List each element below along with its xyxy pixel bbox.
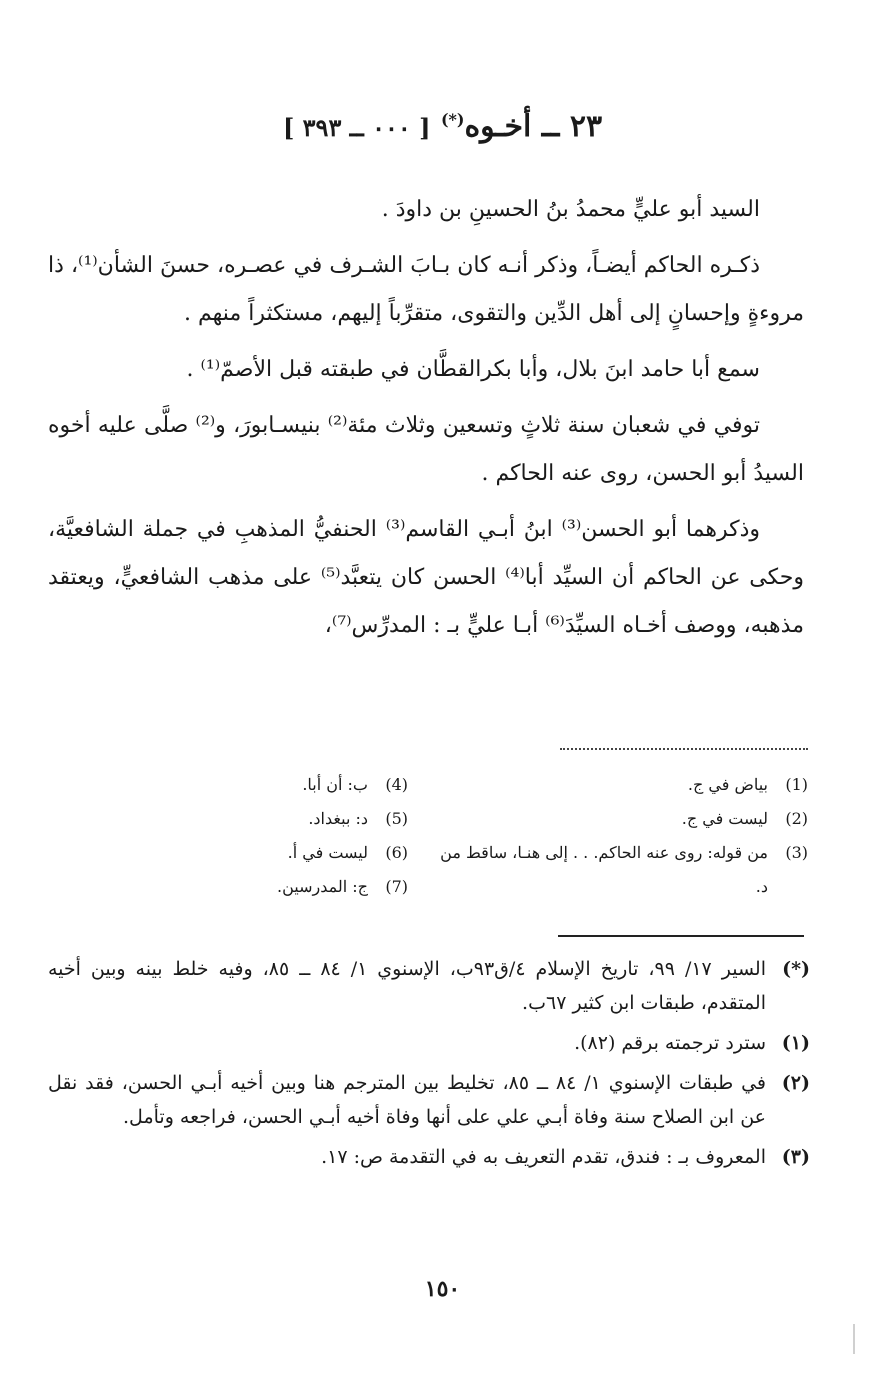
body-paragraph-hearing: سمع أبا حامد ابنَ بلال، وأبا بكرالقطَّان في طبقته قبل الأصمّ⁽¹⁾ . — [186, 357, 760, 382]
note-number: (7) — [385, 877, 408, 896]
note-number: (2) — [785, 809, 808, 828]
note-item — [48, 836, 408, 870]
note-text: ب: أن أبا. — [302, 775, 368, 794]
note-item — [48, 768, 408, 802]
notes-column-right — [428, 768, 808, 904]
footnote-text: في طبقات الإسنوي ١/ ٨٤ ــ ٨٥، تخليط بين المترجم هنا وبين أخيه أبـي الحسن، فقد نقل عن ابن الصلاح سنة وفاة أبـي علي على أنها وفاة أخيه أبـي الحسن، فراجعه وتأمل. — [48, 1072, 766, 1128]
note-text: د: ببغداد. — [308, 809, 368, 828]
footnote-item — [48, 1026, 810, 1060]
note-item — [428, 836, 808, 904]
entry-title-dates: [ ٠٠٠ ــ ٣٩٣ ] — [282, 113, 431, 142]
body-paragraph-name: السيد أبو عليٍّ محمدُ بنُ الحسينِ بن داودَ . — [381, 197, 760, 222]
footnote-item — [48, 952, 810, 1020]
body-paragraph-mention: ذكـره الحاكم أيضـاً، وذكر أنـه كان بـابَ الشـرف في عصـره، حسنَ الشأن⁽¹⁾، ذا مروءةٍ وإحسانٍ إلى أهل الدِّين والتقوى، متقرِّباً إليهم، مستكثراً منهم . — [48, 253, 804, 326]
footnote-number: (٣) — [781, 1146, 810, 1168]
note-item — [428, 768, 808, 802]
footnote-item — [48, 1140, 810, 1174]
note-item — [48, 870, 408, 904]
footnote-number: (١) — [781, 1032, 810, 1054]
notes-column-left — [48, 768, 408, 904]
footnote-item — [48, 1066, 810, 1134]
margin-mark — [853, 1324, 855, 1354]
footnote-number: (٢) — [781, 1072, 810, 1094]
note-number: (4) — [385, 775, 408, 794]
note-number: (3) — [785, 843, 808, 862]
footnote-text: سترد ترجمته برقم (٨٢). — [574, 1032, 766, 1054]
note-text: ج: المدرسين. — [277, 877, 368, 896]
footnote-text: المعروف بـ : فندق، تقدم التعريف به في التقدمة ص: ١٧. — [321, 1146, 766, 1168]
body-paragraph-death: توفي في شعبان سنة ثلاثٍ وتسعين وثلاث مئة⁽²⁾ بنيسـابورَ، و⁽²⁾ صلَّى عليه أخوه السيدُ أبو الحسن، روى عنه الحاكم . — [48, 413, 804, 486]
footnote-text: السير ١٧/ ٩٩، تاريخ الإسلام ٤/ق٩٣ب، الإسنوي ١/ ٨٤ ــ ٨٥، وفيه خلط بينه وبين أخيه المتقدم، طبقات ابن كثير ٦٧ب. — [48, 958, 766, 1014]
note-item — [428, 802, 808, 836]
footnotes — [48, 952, 810, 1180]
entry-title-star: (*) — [440, 110, 465, 129]
note-item — [48, 802, 408, 836]
entry-title — [0, 100, 885, 148]
note-text: من قوله: روى عنه الحاكم. . . إلى هنـا، ساقط من د. — [440, 843, 768, 896]
note-number: (1) — [785, 775, 808, 794]
note-number: (5) — [385, 809, 408, 828]
note-text: ليست في ج. — [681, 809, 768, 828]
notes-dotted-divider — [560, 748, 808, 750]
footnote-divider — [558, 935, 804, 937]
page-number: ١٥٠ — [424, 1276, 461, 1302]
note-text: ليست في أ. — [287, 843, 368, 862]
entry-body — [48, 186, 804, 658]
footnote-number: (*) — [782, 958, 810, 980]
body-paragraph-mention-2: وذكرهما أبو الحسن⁽³⁾ ابنُ أبـي القاسم⁽³⁾ الحنفيُّ المذهبِ في جملة الشافعيَّة، وحكى عن الحاكم أن السيِّد أبا⁽⁴⁾ الحسن كان يتعبَّد⁽⁵⁾ على مذهب الشافعيٍّ، ويعتقد مذهبه، ووصف أخـاه السيِّدَ⁽⁶⁾ أبـا عليٍّ بـ : المدرِّس⁽⁷⁾، — [48, 517, 804, 638]
note-number: (6) — [385, 843, 408, 862]
entry-title-main: ٢٣ ــ أخـوه — [464, 109, 603, 144]
note-text: بياض في ج. — [687, 775, 768, 794]
